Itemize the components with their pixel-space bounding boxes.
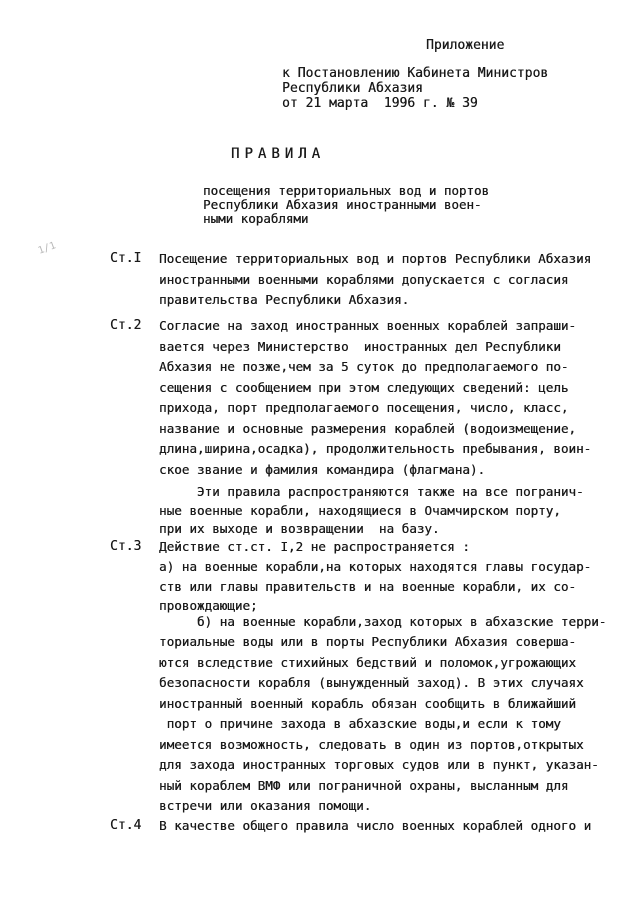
article-3-label: Ст.3: [110, 539, 142, 554]
subtitle-line-1: посещения территориальных вод и портов: [203, 183, 489, 198]
article-3-line: б) на военные корабли,заход которых в абхазские терри-: [159, 614, 607, 629]
decree-line-1: к Постановлению Кабинета Министров: [282, 66, 549, 81]
article-3-line: ный кораблем ВМФ или пограничной охраны, высланным для: [159, 778, 569, 793]
article-3-line: Действие ст.ст. I,2 не распространяется :: [159, 539, 470, 554]
article-3-line: безопасности корабля (вынужденный заход). В этих случаях: [159, 675, 584, 690]
article-2-line: длина,ширина,осадка), продолжительность пребывания, воин-: [159, 441, 592, 456]
article-2-line: ные военные корабли, находящиеся в Очамчирском порту,: [159, 503, 561, 518]
subtitle-line-2: Республики Абхазия иностранными воен-: [203, 197, 482, 212]
article-2-line: ское звание и фамилия командира (флагмана).: [159, 462, 486, 477]
article-1-line: иностранными военными кораблями допускается с согласия: [159, 272, 569, 287]
article-2-line: при их выходе и возвращении на базу.: [159, 521, 440, 536]
article-3-line: для захода иностранных торговых судов или в пункт, указан-: [159, 757, 599, 772]
document-title: ПРАВИЛА: [231, 146, 326, 162]
article-2-label: Ст.2: [110, 318, 142, 333]
article-3-line: имеется возможность, следовать в один из портов,открытых: [159, 737, 584, 752]
article-2-line: название и основные размерения кораблей (водоизмещение,: [159, 421, 577, 436]
article-3-line: провождающие;: [159, 598, 258, 613]
article-1-label: Ст.I: [110, 251, 142, 266]
subtitle-line-3: ными кораблями: [203, 211, 309, 226]
article-3-line: порт о причине захода в абхазские воды,и если к тому: [159, 716, 561, 731]
article-1-line: правительства Республики Абхазия.: [159, 292, 410, 307]
article-2-line: вается через Министерство иностранных дел Республики: [159, 339, 561, 354]
article-4-line: В качестве общего правила число военных кораблей одного и: [159, 818, 592, 833]
article-3-line: встречи или оказания помощи.: [159, 798, 372, 813]
article-2-line: Абхазия не позже,чем за 5 суток до предполагаемого по-: [159, 359, 569, 374]
decree-date-line: от 21 марта 1996 г. № 39: [282, 96, 478, 111]
article-2-line: сещения с сообщением при этом следующих сведений: цель: [159, 380, 569, 395]
article-2-line: Эти правила распространяются также на все погранич-: [159, 484, 584, 499]
article-3-line: а) на военные корабли,на которых находятся главы государ-: [159, 559, 592, 574]
article-2-line: Согласие на заход иностранных военных кораблей запраши-: [159, 318, 577, 333]
article-2-line: прихода, порт предполагаемого посещения, число, класс,: [159, 400, 569, 415]
article-3-line: ств или главы правительств и на военные корабли, их со-: [159, 579, 577, 594]
appendix-label: Приложение: [426, 38, 505, 53]
article-4-label: Ст.4: [110, 818, 142, 833]
article-3-line: иностранный военный корабль обязан сообщить в ближайший: [159, 696, 577, 711]
article-3-line: ториальные воды или в порты Республики Абхазия соверша-: [159, 634, 577, 649]
article-3-line: ются вследствие стихийных бедствий и поломок,угрожающих: [159, 655, 577, 670]
decree-line-2: Республики Абхазия: [282, 81, 423, 96]
article-1-line: Посещение территориальных вод и портов Республики Абхазия: [159, 251, 592, 266]
margin-pencil-mark: 1/1: [36, 240, 58, 257]
